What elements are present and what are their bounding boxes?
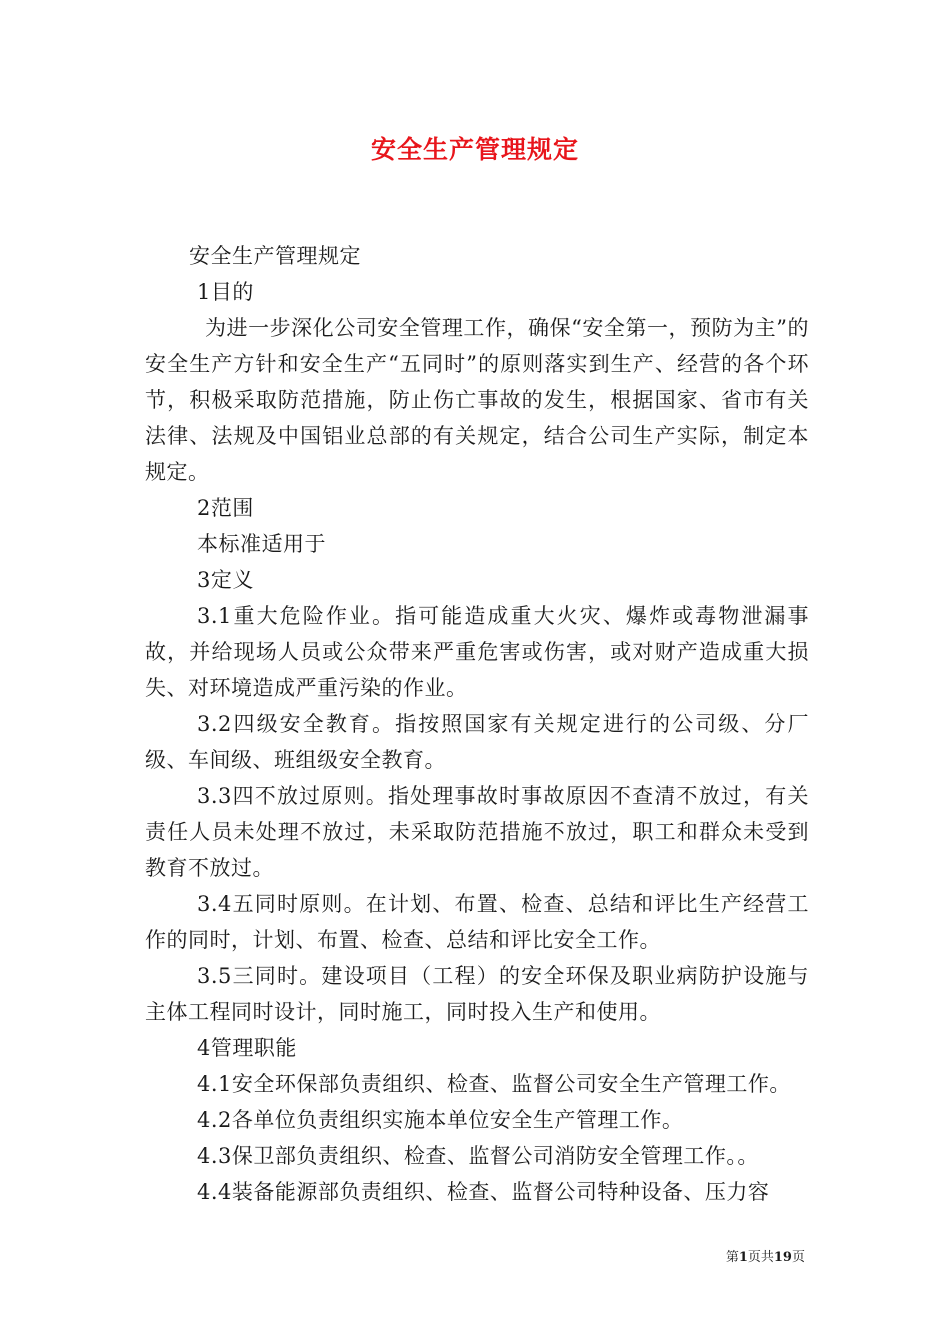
- footer-prefix: 第: [725, 1250, 739, 1265]
- page-footer: [0, 1246, 950, 1265]
- paragraph-purpose: 为进一步深化公司安全管理工作，确保“安全第一，预防为主”的安全生产方针和安全生产“五同时”的原则落实到生产、经营的各个环节，积极采取防范措施，防止伤亡事故的发生，根据国家、省市有关法律、法规及中国铝业总部的有关规定，结合公司生产实际，制定本规定。: [145, 316, 809, 484]
- section-heading-responsibilities: 4管理职能: [197, 1036, 297, 1060]
- paragraph-heading: 安全生产管理规定: [189, 244, 361, 268]
- paragraph-definition-3-5: 3.5三同时。建设项目（工程）的安全环保及职业病防护设施与主体工程同时设计，同时施工，同时投入生产和使用。: [145, 964, 809, 1024]
- footer-total-pages: 19: [773, 1250, 792, 1265]
- paragraph-definition-3-3: 3.3四不放过原则。指处理事故时事故原因不查清不放过，有关责任人员未处理不放过，未采取防范措施不放过，职工和群众未受到教育不放过。: [145, 784, 809, 880]
- paragraph-definition-3-2: 3.2四级安全教育。指按照国家有关规定进行的公司级、分厂级、车间级、班组级安全教育。: [145, 712, 809, 772]
- paragraph-responsibility-4-2: 4.2各单位负责组织实施本单位安全生产管理工作。: [197, 1108, 684, 1132]
- footer-current-page: 1: [738, 1250, 748, 1265]
- paragraph-definition-3-4: 3.4五同时原则。在计划、布置、检查、总结和评比生产经营工作的同时，计划、布置、检查、总结和评比安全工作。: [145, 892, 809, 952]
- paragraph-responsibility-4-1: 4.1安全环保部负责组织、检查、监督公司安全生产管理工作。: [197, 1072, 791, 1096]
- footer-suffix: 页: [791, 1250, 805, 1265]
- footer-middle: 页共: [747, 1250, 774, 1265]
- section-heading-definitions: 3定义: [197, 568, 254, 592]
- paragraph-definition-3-1: 3.1重大危险作业。指可能造成重大火灾、爆炸或毒物泄漏事故，并给现场人员或公众带来严重危害或伤害，或对财产造成重大损失、对环境造成严重污染的作业。: [145, 604, 809, 700]
- section-heading-scope: 2范围: [197, 496, 254, 520]
- document-body: [145, 238, 809, 1210]
- section-heading-purpose: 1目的: [197, 280, 254, 304]
- paragraph-responsibility-4-3: 4.3保卫部负责组织、检查、监督公司消防安全管理工作。。: [197, 1144, 759, 1168]
- paragraph-responsibility-4-4: 4.4装备能源部负责组织、检查、监督公司特种设备、压力容: [197, 1180, 770, 1204]
- paragraph-scope: 本标准适用于: [197, 532, 326, 556]
- document-title: 安全生产管理规定: [370, 135, 579, 164]
